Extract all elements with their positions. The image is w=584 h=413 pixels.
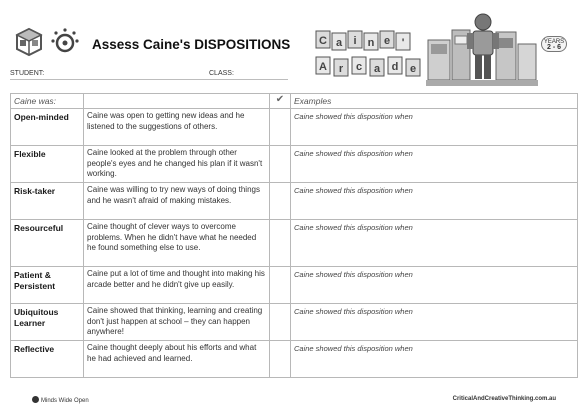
- table-row: [11, 220, 578, 267]
- disposition-description: Caine was open to getting new ideas and he listened to the suggestions of others.: [84, 109, 270, 146]
- disposition-name: Resourceful: [11, 220, 84, 267]
- example-cell[interactable]: Caine showed this disposition when: [291, 109, 578, 146]
- table-row: [11, 267, 578, 304]
- table-row: [11, 109, 578, 146]
- table-row: [11, 183, 578, 220]
- example-cell[interactable]: Caine showed this disposition when: [291, 183, 578, 220]
- example-cell[interactable]: Caine showed this disposition when: [291, 341, 578, 378]
- table-row: [11, 304, 578, 341]
- disposition-description: Caine looked at the problem through other people's eyes and he changed his plan if it wasn't working.: [84, 146, 270, 183]
- disposition-name: Ubiquitous Learner: [11, 304, 84, 341]
- student-class-line: [10, 66, 288, 80]
- table-row: [11, 341, 578, 378]
- example-cell[interactable]: Caine showed this disposition when: [291, 146, 578, 183]
- sign-letter: e: [383, 35, 391, 47]
- example-cell[interactable]: Caine showed this disposition when: [291, 267, 578, 304]
- disposition-description: Caine showed that thinking, learning and creating don't just happen at school – they can happen anywhere!: [84, 304, 270, 341]
- badge-range: 2 - 6: [546, 44, 561, 51]
- page-title: Assess Caine's DISPOSITIONS: [92, 37, 291, 52]
- sign-letter: A: [319, 61, 327, 73]
- table-row: [11, 146, 578, 183]
- disposition-name: Patient & Persistent: [11, 267, 84, 304]
- tick-cell[interactable]: [270, 220, 291, 267]
- disposition-description: Caine put a lot of time and thought into making his arcade better and he didn't give up easily.: [84, 267, 270, 304]
- tick-cell[interactable]: [270, 146, 291, 183]
- tick-cell[interactable]: [270, 304, 291, 341]
- disposition-description: Caine thought of clever ways to overcome problems. When he didn't have what he needed he found something else to use.: [84, 220, 270, 267]
- tick-cell[interactable]: [270, 267, 291, 304]
- sign-letter: ': [401, 37, 405, 49]
- sign-letter: a: [335, 37, 343, 49]
- sign-letter: r: [338, 63, 344, 75]
- cube-logo-icon: [14, 27, 44, 57]
- class-label: CLASS:: [209, 70, 234, 77]
- example-cell[interactable]: Caine showed this disposition when: [291, 304, 578, 341]
- student-label: STUDENT:: [10, 70, 45, 77]
- footer-url[interactable]: CriticalAndCreativeThinking.com.au: [452, 396, 556, 402]
- disposition-name: Risk-taker: [11, 183, 84, 220]
- footer-left-text: Minds Wide Open: [41, 398, 89, 404]
- sign-letter: c: [355, 61, 363, 73]
- header-description: [84, 94, 270, 109]
- disposition-name: Flexible: [11, 146, 84, 183]
- header-caine-was: Caine was:: [11, 94, 84, 109]
- example-cell[interactable]: Caine showed this disposition when: [291, 220, 578, 267]
- badge-label: YEARS: [543, 39, 565, 45]
- brand-dot-icon: [32, 396, 39, 403]
- tick-cell[interactable]: [270, 183, 291, 220]
- disposition-name: Open-minded: [11, 109, 84, 146]
- sign-letter: n: [367, 37, 375, 49]
- page-header: [0, 0, 584, 92]
- disposition-description: Caine was willing to try new ways of doing things and he wasn't afraid of making mistakes.: [84, 183, 270, 220]
- dispositions-table: [10, 93, 578, 378]
- header-examples: Examples: [291, 94, 578, 109]
- arcade-boy-illustration: [426, 10, 538, 88]
- tick-cell[interactable]: [270, 109, 291, 146]
- sign-letter: i: [353, 35, 357, 47]
- disposition-description: Caine thought deeply about his efforts and what he had achieved and learned.: [84, 341, 270, 378]
- footer-brand: [32, 396, 89, 404]
- sign-letter: a: [373, 63, 381, 75]
- table-header-row: [11, 94, 578, 109]
- sign-letter: d: [391, 61, 399, 73]
- sign-letter: e: [409, 63, 417, 75]
- head-logo-icon: [50, 27, 80, 57]
- header-tick: ✔: [270, 94, 291, 109]
- year-level-badge: [541, 36, 567, 52]
- caines-arcade-sign: [314, 29, 422, 79]
- tick-cell[interactable]: [270, 341, 291, 378]
- disposition-name: Reflective: [11, 341, 84, 378]
- sign-letter: C: [319, 35, 327, 47]
